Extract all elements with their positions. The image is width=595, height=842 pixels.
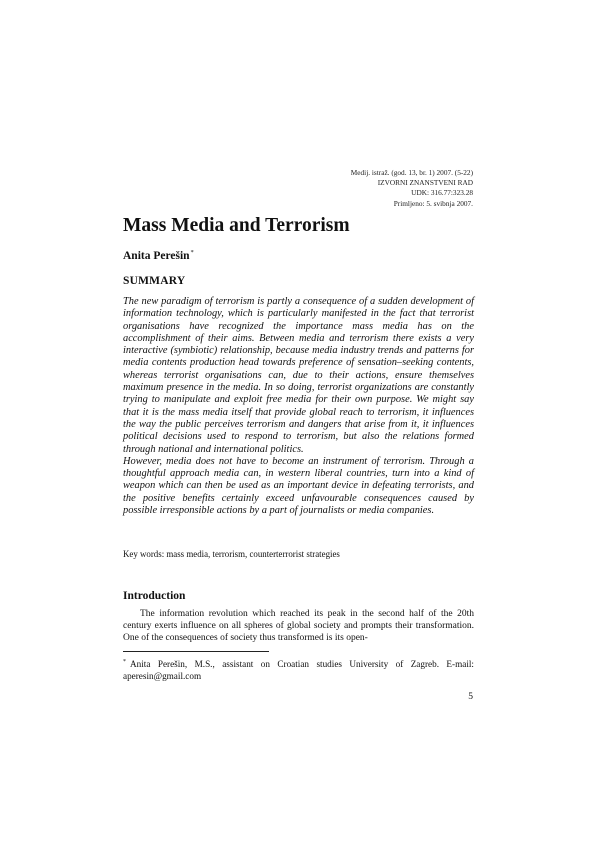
article-title: Mass Media and Terrorism bbox=[123, 215, 350, 236]
footnote-divider bbox=[123, 651, 269, 652]
publication-metadata bbox=[351, 168, 473, 209]
citation-line: Medij. istraž. (god. 13, br. 1) 2007. (5-22) bbox=[350, 168, 473, 177]
author-name: Anita Perešin bbox=[123, 249, 190, 262]
footnote bbox=[123, 656, 474, 682]
article-type-line: IZVORNI ZNANSTVENI RAD bbox=[377, 178, 473, 188]
author-footnote-mark: * bbox=[190, 249, 194, 256]
footnote-mark: * bbox=[123, 659, 126, 665]
abstract bbox=[123, 296, 474, 517]
introduction-heading: Introduction bbox=[123, 590, 186, 602]
footnote-text: Anita Perešin, M.S., assistant on Croatian studies University of Zagreb. E-mail: aperesin@gmail.com bbox=[123, 659, 474, 682]
introduction-paragraph: The information revolution which reached its peak in the second half of the 20th century exerts influence on all spheres of global society and prompts their transformation. One of the consequences of society thus transformed is its open- bbox=[123, 609, 474, 643]
udk-line: UDK: 316.77:323.28 bbox=[411, 188, 473, 198]
author-line bbox=[123, 249, 194, 262]
keywords: Key words: mass media, terrorism, counterterrorist strategies bbox=[123, 549, 340, 559]
abstract-paragraph: The new paradigm of terrorism is partly a consequence of a sudden development of information technology, which is particularly manifested in the fact that terrorist organisations have recognized the importance mass media has on the accomplishment of their aims. Between media and terrorism there exists a very interactive (symbiotic) relationship, because media industry trends and patterns for media contents production head towards preference of sensation–seeking contents, whereas terrorist organisations can, due to their actions, ensure themselves maximum presence in the media. In so doing, terrorist organizations are constantly trying to manipulate and exploit free media for their own purpose. We might say that it is the mass media itself that provide global reach to terrorism, it influences the way the public perceives terrorism and dangers that arise from it, it influences political decisions used to respond to terrorism, but also the relations formed through national and international politics. bbox=[123, 296, 474, 455]
summary-heading: SUMMARY bbox=[123, 275, 186, 287]
received-date-line: Primljeno: 5. svibnja 2007. bbox=[393, 198, 473, 208]
page-number: 5 bbox=[468, 692, 473, 702]
abstract-paragraph: However, media does not have to become an instrument of terrorism. Through a thoughtful approach media can, in western liberal countries, turn into a kind of weapon which can then be used as an important device in defeating terrorists, and the positive benefits certainly exceed unfavourable consequences caused by possible irresponsible actions by a part of journalists or media companies. bbox=[123, 455, 474, 517]
